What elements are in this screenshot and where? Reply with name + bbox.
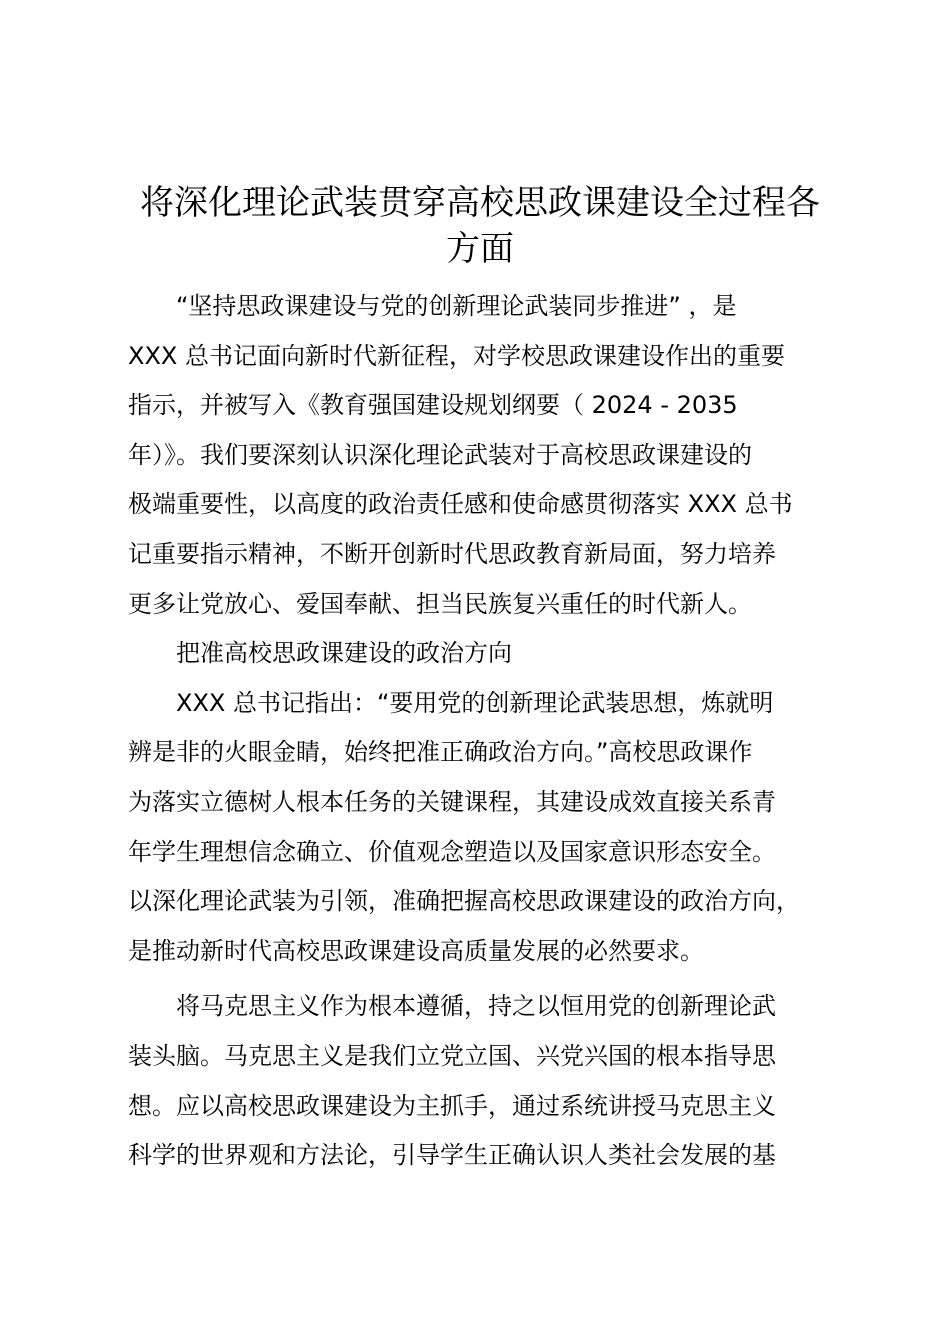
paragraph-line: 辨是非的火眼金睛，始终把准正确政治方向。”高校思政课作	[128, 738, 753, 767]
section-heading	[128, 629, 832, 679]
document-body	[128, 282, 832, 1181]
paragraph-line: 装头脑。马克思主义是我们立党立国、兴党兴国的根本指导思	[128, 1041, 776, 1070]
paragraph-line: “坚持思政课建设与党的创新理论武装同步推进” ，是	[176, 292, 737, 320]
paragraph-line: 记重要指示精神，不断开创新时代思政教育新局面，努力培养	[128, 539, 776, 568]
paragraph-line: 年）》。我们要深刻认识深化理论武装对于高校思政课建设的	[128, 440, 752, 469]
paragraph-line: 以深化理论武装为引领，准确把握高校思政课建设的政治方向，	[128, 887, 800, 916]
paragraph-line: 年学生理想信念确立、价值观念塑造以及国家意识形态安全。	[128, 837, 776, 866]
paragraph-line: 极端重要性，以高度的政治责任感和使命感贯彻落实 XXX 总书	[128, 490, 793, 519]
title-line-1: 将深化理论武装贯穿高校思政课建设全过程各	[140, 183, 820, 223]
paragraph-2	[128, 679, 832, 977]
paragraph-1	[128, 282, 832, 629]
paragraph-line: XXX 总书记面向新时代新征程，对学校思政课建设作出的重要	[128, 341, 785, 370]
paragraph-line: 更多让党放心、爱国奉献、担当民族复兴重任的时代新人。	[128, 589, 752, 618]
paragraph-line: 为落实立德树人根本任务的关键课程，其建设成效直接关系青	[128, 787, 776, 816]
paragraph-line: 是推动新时代高校思政课建设高质量发展的必然要求。	[128, 936, 704, 965]
paragraph-line: 想。应以高校思政课建设为主抓手，通过系统讲授马克思主义	[128, 1091, 776, 1120]
paragraph-line: 将马克思主义作为根本遵循，持之以恒用党的创新理论武	[176, 992, 776, 1021]
paragraph-line: 科学的世界观和方法论，引导学生正确认识人类社会发展的基	[128, 1141, 776, 1170]
document-title	[120, 180, 840, 272]
section-heading-text: 把准高校思政课建设的政治方向	[176, 639, 512, 668]
paragraph-line: XXX 总书记指出：“要用党的创新理论武装思想，炼就明	[176, 688, 774, 717]
title-line-2: 方面	[446, 229, 514, 269]
paragraph-3	[128, 982, 832, 1180]
paragraph-line: 指示，并被写入《教育强国建设规划纲要（ 2024 - 2035	[128, 391, 738, 420]
